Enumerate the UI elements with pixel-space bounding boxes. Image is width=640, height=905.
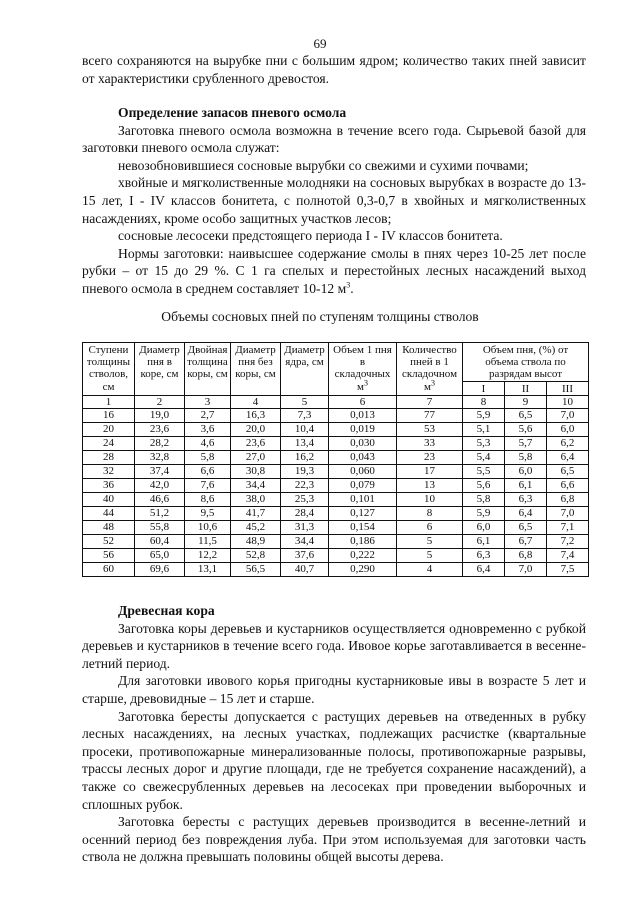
norms-paragraph bbox=[82, 245, 586, 298]
table-cell: 6,1 bbox=[505, 479, 547, 493]
column-number: 6 bbox=[329, 395, 397, 408]
table-row bbox=[83, 521, 589, 535]
table-cell: 28 bbox=[83, 451, 135, 465]
table-cell: 38,0 bbox=[231, 493, 281, 507]
table-cell: 2,7 bbox=[185, 409, 231, 423]
table-cell: 31,3 bbox=[281, 521, 329, 535]
table-cell: 20,0 bbox=[231, 423, 281, 437]
table-row bbox=[83, 549, 589, 563]
column-number: 2 bbox=[135, 395, 185, 408]
header-col6-text: Объем 1 пня в складочных м bbox=[333, 344, 392, 393]
table-cell: 5 bbox=[397, 535, 463, 549]
table-cell: 77 bbox=[397, 409, 463, 423]
table-cell: 6,6 bbox=[547, 479, 589, 493]
table-cell: 28,2 bbox=[135, 437, 185, 451]
table-cell: 56,5 bbox=[231, 563, 281, 577]
table-cell: 5,9 bbox=[463, 507, 505, 521]
paragraph: Заготовка коры деревьев и кустарников осуществляется одновременно с рубкой деревьев и кустарников в течение всего года. Ивовое корье заготавливается в весенне-летний период. bbox=[82, 620, 586, 671]
table-cell: 7,0 bbox=[547, 409, 589, 423]
paragraph: невозобновившиеся сосновые вырубки со свежими и сухими почвами; bbox=[118, 157, 529, 173]
table-cell: 6,1 bbox=[463, 535, 505, 549]
table-caption: Объемы сосновых пней по ступеням толщины стволов bbox=[161, 309, 479, 324]
table-row bbox=[83, 437, 589, 451]
table-row bbox=[83, 507, 589, 521]
table-cell: 8 bbox=[397, 507, 463, 521]
table-cell: 13,4 bbox=[281, 437, 329, 451]
table-cell: 69,6 bbox=[135, 563, 185, 577]
table-cell: 55,8 bbox=[135, 521, 185, 535]
table-cell: 40,7 bbox=[281, 563, 329, 577]
header-col7 bbox=[397, 343, 463, 396]
table-cell: 5,8 bbox=[185, 451, 231, 465]
table-cell: 7,0 bbox=[547, 507, 589, 521]
table-cell: 5,7 bbox=[505, 437, 547, 451]
table-cell: 11,5 bbox=[185, 535, 231, 549]
norms-end: . bbox=[350, 280, 354, 296]
table-cell: 0,019 bbox=[329, 423, 397, 437]
column-number: 1 bbox=[83, 395, 135, 408]
table-cell: 0,013 bbox=[329, 409, 397, 423]
table-cell: 23,6 bbox=[231, 437, 281, 451]
table-cell: 51,2 bbox=[135, 507, 185, 521]
column-number: 7 bbox=[397, 395, 463, 408]
table-cell: 16 bbox=[83, 409, 135, 423]
table-cell: 0,290 bbox=[329, 563, 397, 577]
header-sub-3: III bbox=[547, 381, 589, 395]
table-cell: 5,4 bbox=[463, 451, 505, 465]
table-cell: 3,6 bbox=[185, 423, 231, 437]
table-cell: 30,8 bbox=[231, 465, 281, 479]
table-cell: 23,6 bbox=[135, 423, 185, 437]
table-cell: 32 bbox=[83, 465, 135, 479]
table-cell: 34,4 bbox=[281, 535, 329, 549]
norms-text: Нормы заготовки: наивысшее содержание смолы в пнях через 10-25 лет после рубки – от 15 до 29 %. С 1 га спелых и перестойных лесных насаждений выход пневого осмола в среднем составляет 10-12 м bbox=[82, 245, 586, 296]
table-cell: 5,3 bbox=[463, 437, 505, 451]
table-cell: 4 bbox=[397, 563, 463, 577]
header-col1: Ступени толщины стволов, см bbox=[83, 343, 135, 396]
column-number-row bbox=[83, 395, 589, 408]
header-col3: Двойная толщина коры, см bbox=[185, 343, 231, 396]
table-cell: 6,5 bbox=[505, 409, 547, 423]
table-row bbox=[83, 451, 589, 465]
table-cell: 0,060 bbox=[329, 465, 397, 479]
table-cell: 5,1 bbox=[463, 423, 505, 437]
section-heading-stump-resin: Определение запасов пневого осмола bbox=[118, 105, 347, 120]
paragraph: Заготовка пневого осмола возможна в течение всего года. Сырьевой базой для заготовки пневого осмола служат: bbox=[82, 122, 586, 156]
table-cell: 6,7 bbox=[505, 535, 547, 549]
column-number: 9 bbox=[505, 395, 547, 408]
section-stump-resin bbox=[82, 104, 586, 298]
header-col7-sup: 3 bbox=[430, 377, 435, 387]
table-cell: 13 bbox=[397, 479, 463, 493]
table-cell: 52 bbox=[83, 535, 135, 549]
table-cell: 6,5 bbox=[505, 521, 547, 535]
table-cell: 7,3 bbox=[281, 409, 329, 423]
table-cell: 6,6 bbox=[185, 465, 231, 479]
header-col7-text: Количество пней в 1 складочном м bbox=[401, 344, 458, 393]
table-cell: 33 bbox=[397, 437, 463, 451]
intro-paragraph: всего сохраняются на вырубке пни с большим ядром; количество таких пней зависит от характеристики срубленного древостоя. bbox=[82, 53, 586, 86]
table-cell: 5,8 bbox=[505, 451, 547, 465]
paragraph: Заготовка бересты допускается с растущих деревьев на отведенных в рубку лесных насаждениях, на лесных участках, подлежащих расчистке (квартальные просеки, противопожарные минерализованные полосы, противопожарные разрывы, трассы лесных дорог и другие площади, где не требуется сохранение насаждений), а также со свежесрубленных деревьев на лесосеках при проведении выборочных и сплошных рубок. bbox=[82, 708, 586, 812]
page-number: 69 bbox=[313, 36, 327, 51]
table-cell: 37,6 bbox=[281, 549, 329, 563]
table-cell: 6,2 bbox=[547, 437, 589, 451]
table-cell: 10 bbox=[397, 493, 463, 507]
paragraph: хвойные и мягколиственные молодняки на сосновых вырубках в возрасте до 13-15 лет, I - IV классов бонитета, с полнотой 0,3-0,7 в хвойных и мягколиственных насаждениях, кроме особо защитных участков лесов; bbox=[82, 175, 586, 226]
table-cell: 22,3 bbox=[281, 479, 329, 493]
table-row bbox=[83, 465, 589, 479]
table-cell: 6,5 bbox=[547, 465, 589, 479]
intro-block bbox=[82, 52, 586, 87]
table-cell: 0,186 bbox=[329, 535, 397, 549]
table-cell: 16,2 bbox=[281, 451, 329, 465]
table-row bbox=[83, 493, 589, 507]
table-cell: 23 bbox=[397, 451, 463, 465]
column-number: 10 bbox=[547, 395, 589, 408]
table-cell: 12,2 bbox=[185, 549, 231, 563]
table-cell: 7,1 bbox=[547, 521, 589, 535]
table-cell: 65,0 bbox=[135, 549, 185, 563]
header-col6 bbox=[329, 343, 397, 396]
table-cell: 5 bbox=[397, 549, 463, 563]
table-cell: 25,3 bbox=[281, 493, 329, 507]
table-cell: 0,030 bbox=[329, 437, 397, 451]
table-cell: 8,6 bbox=[185, 493, 231, 507]
table-cell: 0,154 bbox=[329, 521, 397, 535]
table-cell: 7,0 bbox=[505, 563, 547, 577]
section-bark bbox=[82, 602, 586, 866]
table-cell: 48,9 bbox=[231, 535, 281, 549]
table-cell: 28,4 bbox=[281, 507, 329, 521]
table-cell: 45,2 bbox=[231, 521, 281, 535]
table-cell: 42,0 bbox=[135, 479, 185, 493]
table-cell: 4,6 bbox=[185, 437, 231, 451]
table-cell: 24 bbox=[83, 437, 135, 451]
table-cell: 10,4 bbox=[281, 423, 329, 437]
table-cell: 9,5 bbox=[185, 507, 231, 521]
table-cell: 19,3 bbox=[281, 465, 329, 479]
table-cell: 0,043 bbox=[329, 451, 397, 465]
table-row bbox=[83, 409, 589, 423]
table-cell: 40 bbox=[83, 493, 135, 507]
table-cell: 17 bbox=[397, 465, 463, 479]
table-cell: 37,4 bbox=[135, 465, 185, 479]
header-col4: Диаметр пня без коры, см bbox=[231, 343, 281, 396]
table-cell: 0,127 bbox=[329, 507, 397, 521]
header-col5: Диаметр ядра, см bbox=[281, 343, 329, 396]
table-cell: 32,8 bbox=[135, 451, 185, 465]
table-cell: 46,6 bbox=[135, 493, 185, 507]
table-cell: 0,101 bbox=[329, 493, 397, 507]
table-cell: 6,0 bbox=[547, 423, 589, 437]
table-cell: 60,4 bbox=[135, 535, 185, 549]
table-cell: 5,8 bbox=[463, 493, 505, 507]
table-cell: 56 bbox=[83, 549, 135, 563]
table-cell: 6,8 bbox=[505, 549, 547, 563]
table-cell: 20 bbox=[83, 423, 135, 437]
table-cell: 41,7 bbox=[231, 507, 281, 521]
table-cell: 6,4 bbox=[505, 507, 547, 521]
table-cell: 53 bbox=[397, 423, 463, 437]
section-heading-bark: Древесная кора bbox=[118, 603, 215, 618]
table-cell: 6,3 bbox=[505, 493, 547, 507]
column-number: 8 bbox=[463, 395, 505, 408]
column-number: 5 bbox=[281, 395, 329, 408]
header-sub-2: II bbox=[505, 381, 547, 395]
table-cell: 5,6 bbox=[463, 479, 505, 493]
table-cell: 7,4 bbox=[547, 549, 589, 563]
header-col2: Диаметр пня в коре, см bbox=[135, 343, 185, 396]
table-cell: 6,4 bbox=[547, 451, 589, 465]
table-cell: 7,5 bbox=[547, 563, 589, 577]
header-group: Объем пня, (%) от объема ствола по разрядам высот bbox=[463, 343, 589, 382]
table-cell: 6 bbox=[397, 521, 463, 535]
table-cell: 10,6 bbox=[185, 521, 231, 535]
table-cell: 6,0 bbox=[505, 465, 547, 479]
table-row bbox=[83, 423, 589, 437]
table-cell: 36 bbox=[83, 479, 135, 493]
table-row bbox=[83, 563, 589, 577]
table-cell: 44 bbox=[83, 507, 135, 521]
table-cell: 34,4 bbox=[231, 479, 281, 493]
header-sub-1: I bbox=[463, 381, 505, 395]
table-cell: 5,5 bbox=[463, 465, 505, 479]
table-cell: 5,9 bbox=[463, 409, 505, 423]
table-cell: 48 bbox=[83, 521, 135, 535]
table-cell: 6,0 bbox=[463, 521, 505, 535]
header-col6-sup: 3 bbox=[363, 377, 368, 387]
table-cell: 27,0 bbox=[231, 451, 281, 465]
paragraph: Заготовка бересты с растущих деревьев производится в весенне-летний и осенний период без повреждения луба. При этом используемая для заготовки часть ствола не должна превышать половины общей высоты дерева. bbox=[82, 814, 586, 865]
table-cell: 60 bbox=[83, 563, 135, 577]
table-cell: 19,0 bbox=[135, 409, 185, 423]
table-cell: 16,3 bbox=[231, 409, 281, 423]
column-number: 4 bbox=[231, 395, 281, 408]
table-cell: 6,3 bbox=[463, 549, 505, 563]
stump-volume-table bbox=[82, 342, 589, 577]
table-row bbox=[83, 479, 589, 493]
norms-unit-sup: 3 bbox=[346, 280, 351, 290]
table-cell: 0,222 bbox=[329, 549, 397, 563]
table-row bbox=[83, 535, 589, 549]
table-cell: 7,6 bbox=[185, 479, 231, 493]
table-cell: 7,2 bbox=[547, 535, 589, 549]
column-number: 3 bbox=[185, 395, 231, 408]
table-cell: 6,8 bbox=[547, 493, 589, 507]
paragraph: Для заготовки ивового корья пригодны кустарниковые ивы в возрасте 5 лет и старше, древовидные – 15 лет и старше. bbox=[82, 673, 586, 706]
table-cell: 0,079 bbox=[329, 479, 397, 493]
table-cell: 6,4 bbox=[463, 563, 505, 577]
paragraph: сосновые лесосеки предстоящего периода I - IV классов бонитета. bbox=[118, 228, 503, 244]
table-cell: 52,8 bbox=[231, 549, 281, 563]
table-cell: 13,1 bbox=[185, 563, 231, 577]
table-cell: 5,6 bbox=[505, 423, 547, 437]
